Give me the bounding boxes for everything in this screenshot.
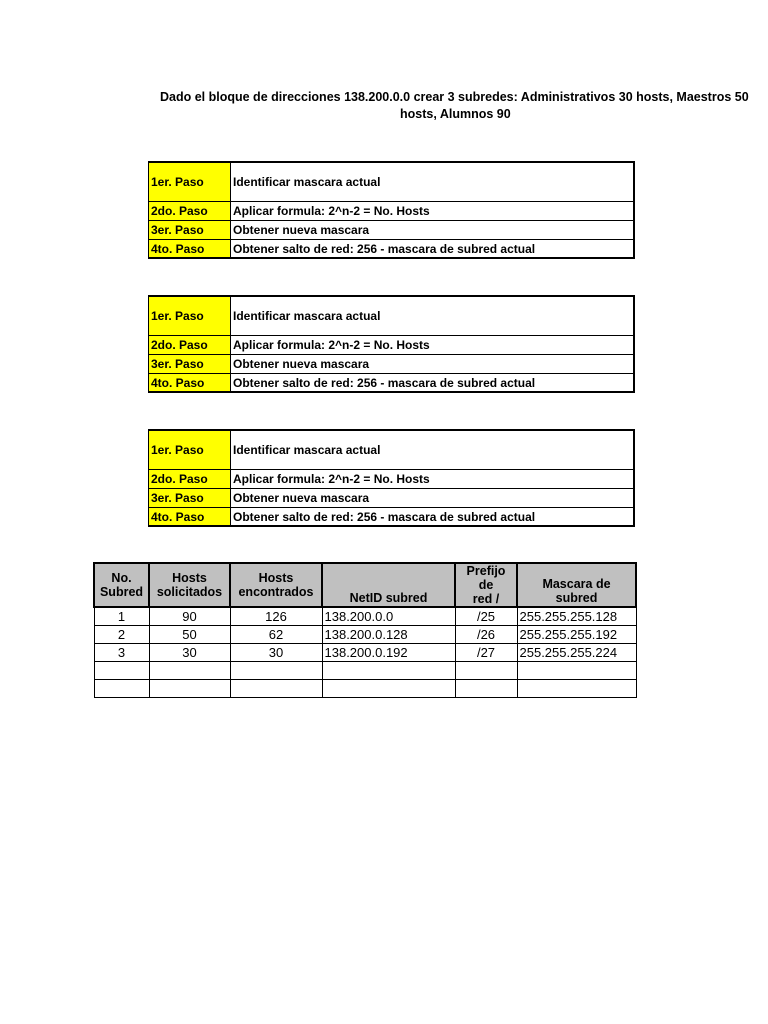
step-label: 3er. Paso bbox=[149, 355, 231, 374]
step-label: 1er. Paso bbox=[149, 430, 231, 470]
table-header-row bbox=[94, 563, 636, 607]
step-text: Identificar mascara actual bbox=[231, 296, 635, 336]
empty-cell bbox=[230, 680, 322, 698]
cell-netid: 138.200.0.0 bbox=[322, 607, 455, 626]
header-text: Prefijo de bbox=[466, 564, 506, 592]
cell-mascara: 255.255.255.128 bbox=[517, 607, 636, 626]
cell-solicitados: 30 bbox=[149, 644, 230, 662]
step-row bbox=[149, 374, 635, 393]
header-text: Subred bbox=[99, 585, 144, 599]
step-label: 2do. Paso bbox=[149, 202, 231, 221]
cell-encontrados: 126 bbox=[230, 607, 322, 626]
steps-table-3 bbox=[148, 429, 635, 527]
step-text: Identificar mascara actual bbox=[231, 430, 635, 470]
empty-cell bbox=[517, 680, 636, 698]
step-label: 2do. Paso bbox=[149, 470, 231, 489]
step-row bbox=[149, 296, 635, 336]
header-prefijo bbox=[455, 563, 517, 607]
document-title bbox=[160, 89, 749, 123]
step-label: 4to. Paso bbox=[149, 240, 231, 259]
step-label: 3er. Paso bbox=[149, 221, 231, 240]
table-row bbox=[94, 626, 636, 644]
step-label: 4to. Paso bbox=[149, 374, 231, 393]
cell-prefijo: /25 bbox=[455, 607, 517, 626]
cell-no: 3 bbox=[94, 644, 149, 662]
empty-cell bbox=[94, 662, 149, 680]
step-text: Aplicar formula: 2^n-2 = No. Hosts bbox=[231, 336, 635, 355]
cell-mascara: 255.255.255.224 bbox=[517, 644, 636, 662]
header-netid: NetID subred bbox=[322, 563, 455, 607]
header-mascara: Mascara de subred bbox=[517, 563, 636, 607]
step-text: Aplicar formula: 2^n-2 = No. Hosts bbox=[231, 470, 635, 489]
empty-cell bbox=[455, 662, 517, 680]
title-line-2: hosts, Alumnos 90 bbox=[400, 107, 511, 121]
empty-cell bbox=[517, 662, 636, 680]
cell-encontrados: 62 bbox=[230, 626, 322, 644]
header-text: red / bbox=[472, 592, 500, 606]
cell-solicitados: 90 bbox=[149, 607, 230, 626]
step-row bbox=[149, 470, 635, 489]
empty-cell bbox=[149, 680, 230, 698]
step-row bbox=[149, 355, 635, 374]
header-text: Hosts bbox=[258, 571, 294, 585]
step-row bbox=[149, 508, 635, 527]
table-row-empty bbox=[94, 662, 636, 680]
step-text: Obtener salto de red: 256 - mascara de subred actual bbox=[231, 508, 635, 527]
header-text: Hosts bbox=[172, 571, 207, 585]
step-row bbox=[149, 336, 635, 355]
cell-mascara: 255.255.255.192 bbox=[517, 626, 636, 644]
empty-cell bbox=[230, 662, 322, 680]
cell-no: 1 bbox=[94, 607, 149, 626]
header-text: solicitados bbox=[156, 585, 223, 599]
step-row bbox=[149, 202, 635, 221]
step-text: Obtener nueva mascara bbox=[231, 489, 635, 508]
step-row bbox=[149, 240, 635, 259]
empty-cell bbox=[455, 680, 517, 698]
step-text: Obtener salto de red: 256 - mascara de subred actual bbox=[231, 240, 635, 259]
header-hosts-solicitados bbox=[149, 563, 230, 607]
step-label: 4to. Paso bbox=[149, 508, 231, 527]
empty-cell bbox=[94, 680, 149, 698]
cell-no: 2 bbox=[94, 626, 149, 644]
header-no-subred bbox=[94, 563, 149, 607]
step-text: Aplicar formula: 2^n-2 = No. Hosts bbox=[231, 202, 635, 221]
cell-netid: 138.200.0.192 bbox=[322, 644, 455, 662]
cell-prefijo: /27 bbox=[455, 644, 517, 662]
step-label: 1er. Paso bbox=[149, 296, 231, 336]
steps-table-1 bbox=[148, 161, 635, 259]
table-row bbox=[94, 644, 636, 662]
cell-netid: 138.200.0.128 bbox=[322, 626, 455, 644]
empty-cell bbox=[322, 662, 455, 680]
cell-prefijo: /26 bbox=[455, 626, 517, 644]
step-text: Obtener nueva mascara bbox=[231, 221, 635, 240]
table-row-empty bbox=[94, 680, 636, 698]
step-text: Obtener salto de red: 256 - mascara de subred actual bbox=[231, 374, 635, 393]
step-row bbox=[149, 430, 635, 470]
step-text: Identificar mascara actual bbox=[231, 162, 635, 202]
cell-solicitados: 50 bbox=[149, 626, 230, 644]
subnet-table bbox=[93, 562, 637, 698]
header-text: encontrados bbox=[238, 585, 314, 599]
header-hosts-encontrados bbox=[230, 563, 322, 607]
empty-cell bbox=[322, 680, 455, 698]
step-row bbox=[149, 489, 635, 508]
title-line-1: Dado el bloque de direcciones 138.200.0.0 crear 3 subredes: Administrativos 30 hosts, Maestros 50 bbox=[160, 90, 749, 104]
step-row bbox=[149, 162, 635, 202]
empty-cell bbox=[149, 662, 230, 680]
header-text: No. bbox=[111, 571, 132, 585]
step-text: Obtener nueva mascara bbox=[231, 355, 635, 374]
step-label: 3er. Paso bbox=[149, 489, 231, 508]
steps-table-2 bbox=[148, 295, 635, 393]
table-row bbox=[94, 607, 636, 626]
cell-encontrados: 30 bbox=[230, 644, 322, 662]
step-row bbox=[149, 221, 635, 240]
step-label: 1er. Paso bbox=[149, 162, 231, 202]
step-label: 2do. Paso bbox=[149, 336, 231, 355]
